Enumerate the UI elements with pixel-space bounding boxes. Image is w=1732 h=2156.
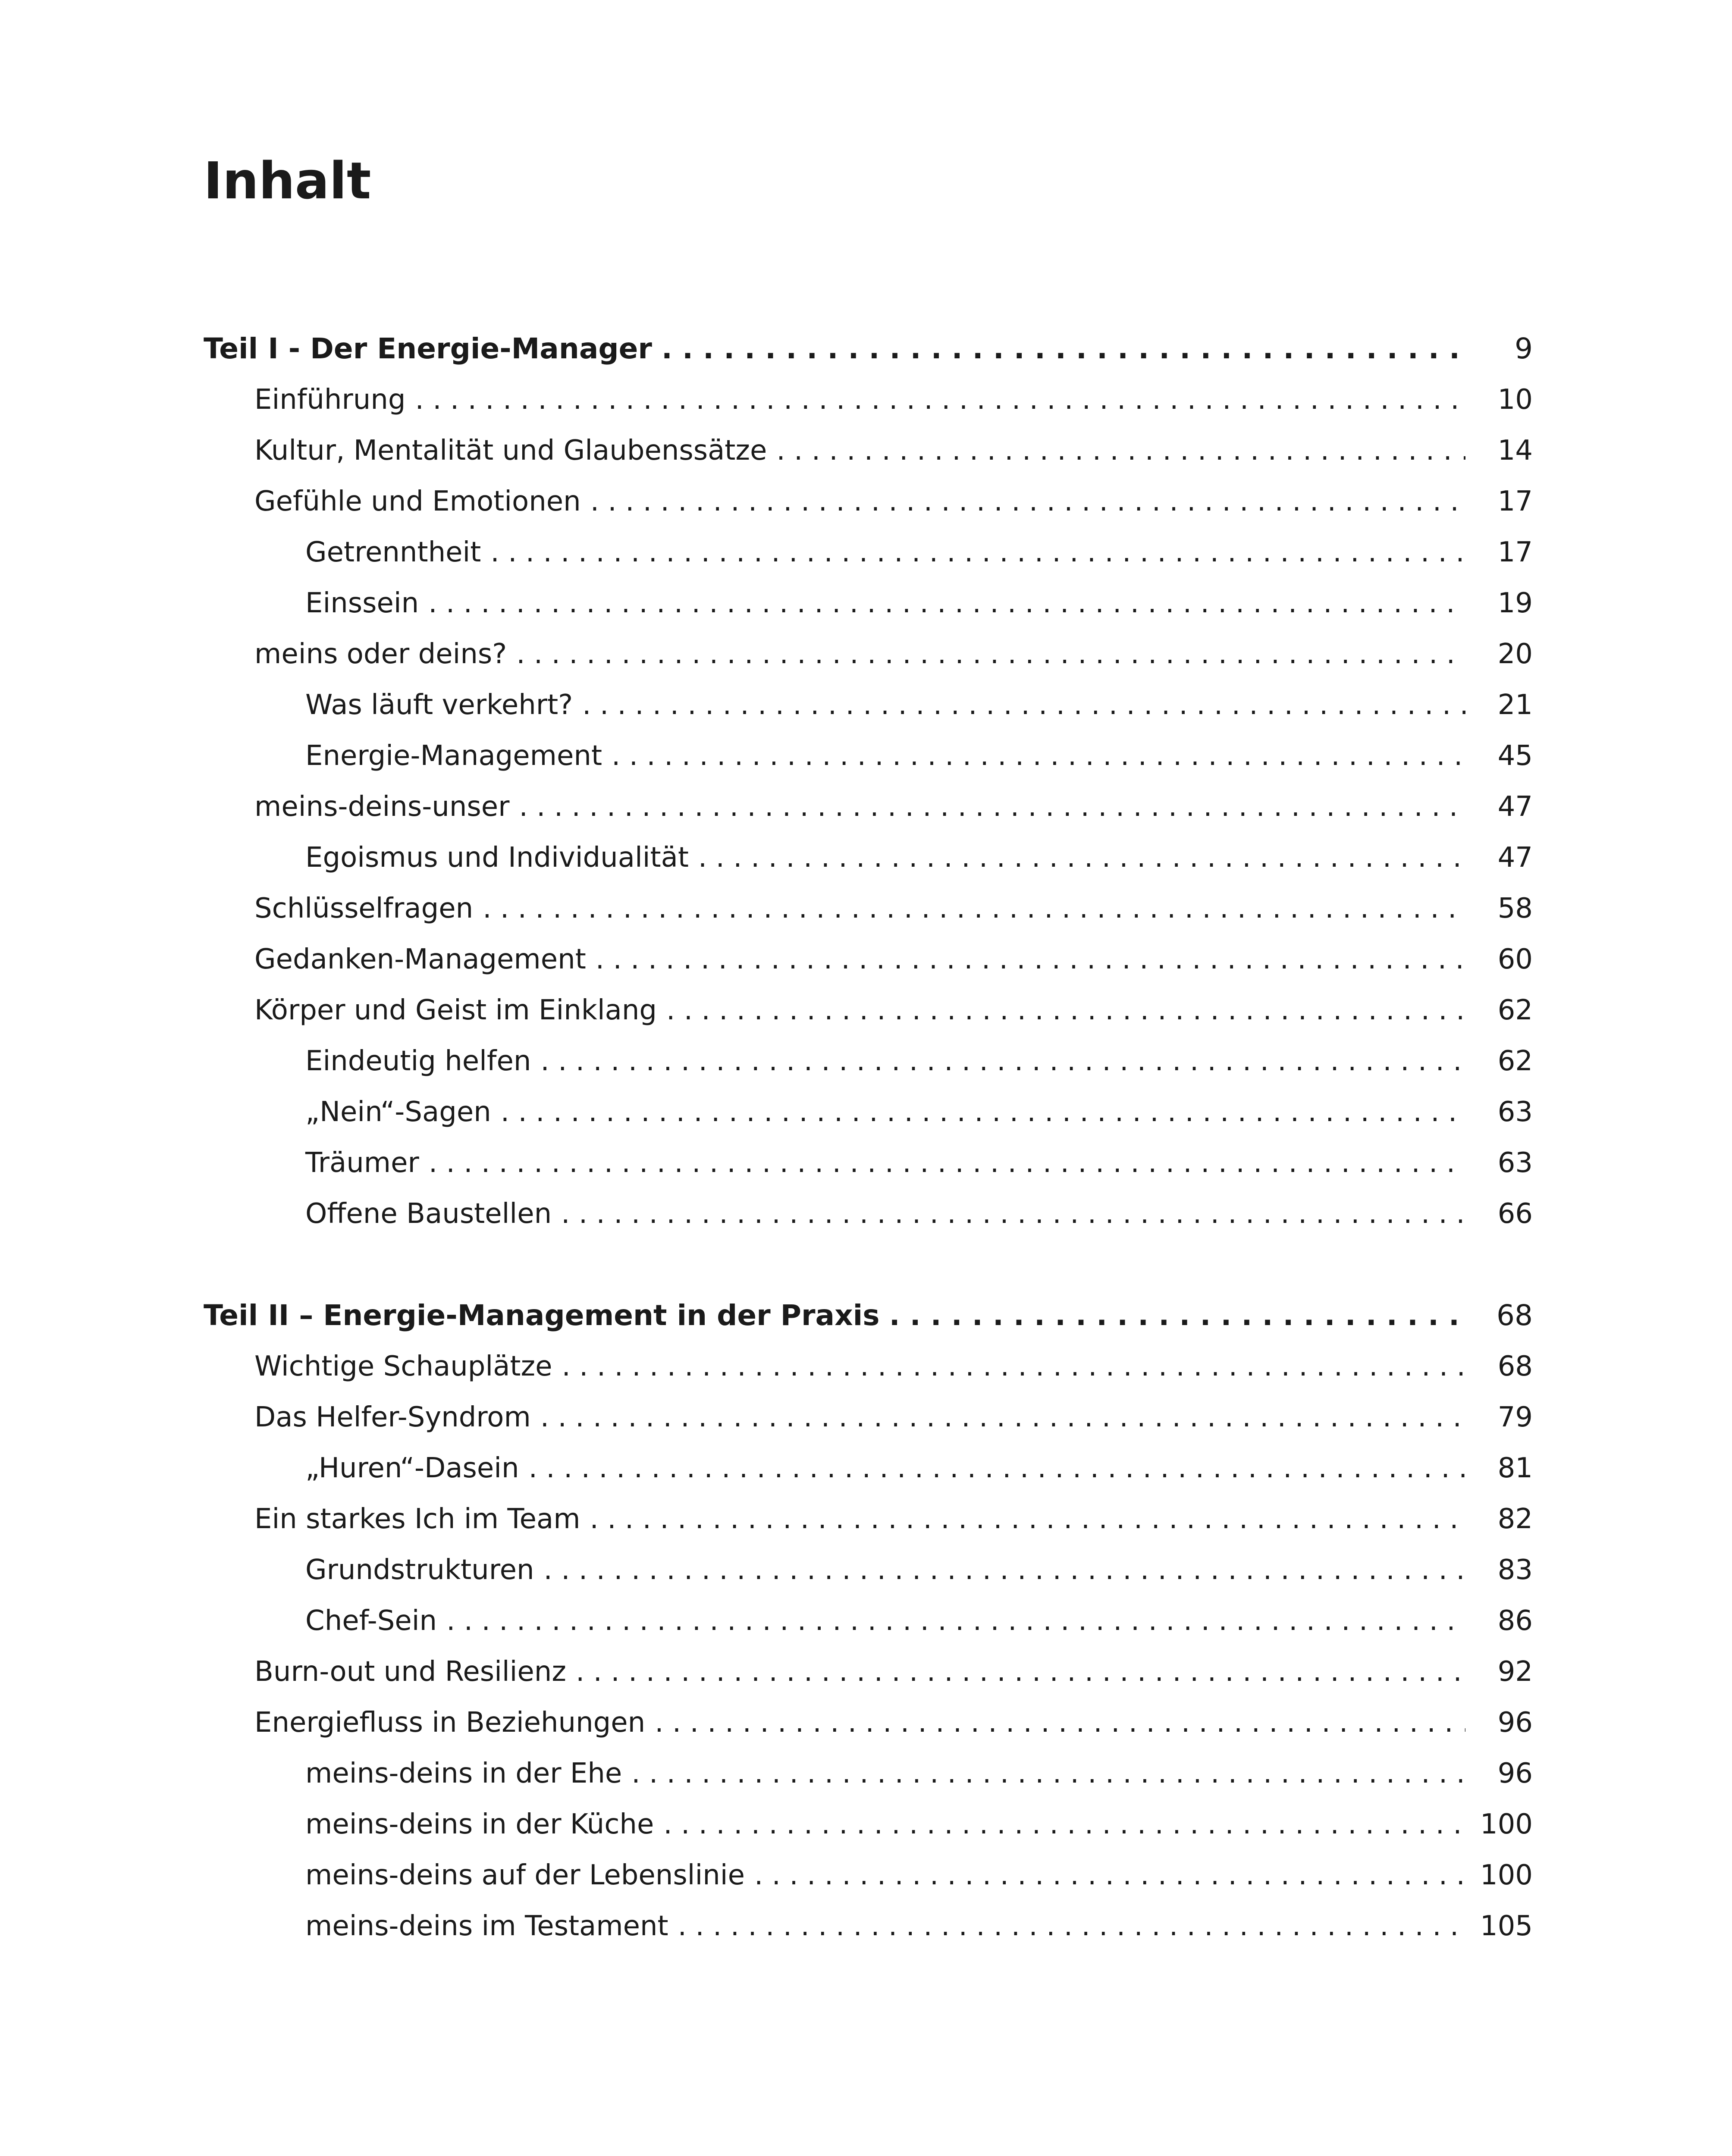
dot-leader xyxy=(655,1697,1465,1748)
toc-entry-label: Grundstrukturen xyxy=(305,1554,534,1586)
toc-chapter[interactable] xyxy=(204,425,1533,476)
toc-subchapter[interactable] xyxy=(204,1188,1533,1239)
toc-page-number: 100 xyxy=(1480,1808,1533,1840)
toc-page-number: 86 xyxy=(1497,1605,1533,1637)
toc-chapter[interactable] xyxy=(204,1392,1533,1443)
dot-leader xyxy=(612,730,1465,781)
toc-chapter[interactable] xyxy=(204,374,1533,425)
toc-page-number: 58 xyxy=(1497,893,1533,924)
dot-leader xyxy=(631,1748,1465,1799)
toc-chapter[interactable] xyxy=(204,934,1533,985)
toc-entry-label: Chef-Sein xyxy=(305,1605,437,1637)
dot-leader xyxy=(544,1545,1465,1595)
dot-leader xyxy=(590,1494,1465,1545)
toc-page-number: 62 xyxy=(1497,994,1533,1026)
toc-page-number: 105 xyxy=(1480,1910,1533,1942)
dot-leader xyxy=(540,1392,1465,1443)
toc-entry-label: Einführung xyxy=(254,384,406,416)
toc-page-number: 68 xyxy=(1497,1299,1533,1332)
toc-entry-label: Kultur, Mentalität und Glaubenssätze xyxy=(254,435,767,467)
toc-subchapter[interactable] xyxy=(204,730,1533,781)
toc-entry-label: meins-deins im Testament xyxy=(305,1910,668,1942)
toc-entry-label: Energie-Management xyxy=(305,740,602,772)
toc-subchapter[interactable] xyxy=(204,1901,1533,1952)
toc-part-heading[interactable] xyxy=(204,1290,1533,1341)
toc-entry-label: meins-deins-unser xyxy=(254,791,510,823)
toc-entry-label: Körper und Geist im Einklang xyxy=(254,994,657,1026)
dot-leader xyxy=(446,1595,1465,1646)
toc-entry-label: meins oder deins? xyxy=(254,638,507,670)
toc-page-number: 62 xyxy=(1497,1045,1533,1077)
dot-leader xyxy=(529,1443,1465,1494)
toc-part xyxy=(204,1290,1533,1952)
toc-subchapter[interactable] xyxy=(204,1443,1533,1494)
toc-chapter[interactable] xyxy=(204,781,1533,832)
toc-page-number: 81 xyxy=(1497,1452,1533,1484)
dot-leader xyxy=(776,425,1465,476)
toc-entry-label: Gedanken-Management xyxy=(254,943,586,975)
dot-leader xyxy=(415,374,1466,425)
toc-entry-label: Das Helfer-Syndrom xyxy=(254,1401,531,1433)
toc-page-number: 14 xyxy=(1497,435,1533,467)
dot-leader xyxy=(678,1901,1465,1952)
dot-leader xyxy=(582,680,1465,730)
toc-subchapter[interactable] xyxy=(204,832,1533,883)
dot-leader xyxy=(698,832,1465,883)
toc-page-number: 63 xyxy=(1497,1096,1533,1128)
toc-entry-label: Gefühle und Emotionen xyxy=(254,486,581,517)
toc-chapter[interactable] xyxy=(204,1646,1533,1697)
toc-subchapter[interactable] xyxy=(204,527,1533,578)
dot-leader xyxy=(428,578,1465,629)
dot-leader xyxy=(663,1799,1465,1850)
toc-entry-label: „Nein“-Sagen xyxy=(305,1096,491,1128)
toc-page-number: 100 xyxy=(1480,1859,1533,1891)
toc-page-number: 92 xyxy=(1497,1656,1533,1688)
page-title: Inhalt xyxy=(204,151,371,210)
dot-leader xyxy=(561,1188,1465,1239)
toc-subchapter[interactable] xyxy=(204,1595,1533,1646)
table-of-contents xyxy=(204,323,1533,1952)
toc-subchapter[interactable] xyxy=(204,1545,1533,1595)
toc-subchapter[interactable] xyxy=(204,1799,1533,1850)
dot-leader xyxy=(519,781,1465,832)
toc-chapter[interactable] xyxy=(204,476,1533,527)
dot-leader xyxy=(666,985,1465,1036)
toc-entry-label: Teil I - Der Energie-Manager xyxy=(204,332,652,365)
toc-entry-label: Teil II – Energie-Management in der Praxis xyxy=(204,1299,880,1332)
dot-leader xyxy=(590,476,1465,527)
dot-leader xyxy=(490,527,1465,578)
dot-leader xyxy=(562,1341,1465,1392)
toc-subchapter[interactable] xyxy=(204,680,1533,730)
toc-entry-label: Egoismus und Individualität xyxy=(305,842,689,874)
toc-chapter[interactable] xyxy=(204,1697,1533,1748)
dot-leader xyxy=(576,1646,1465,1697)
dot-leader xyxy=(516,629,1465,680)
toc-page-number: 96 xyxy=(1497,1707,1533,1739)
toc-page-number: 17 xyxy=(1497,536,1533,568)
toc-chapter[interactable] xyxy=(204,1341,1533,1392)
toc-page-number: 45 xyxy=(1497,740,1533,772)
toc-page-number: 96 xyxy=(1497,1758,1533,1789)
dot-leader xyxy=(662,323,1465,374)
toc-page-number: 79 xyxy=(1497,1401,1533,1433)
dot-leader xyxy=(540,1036,1465,1087)
toc-subchapter[interactable] xyxy=(204,578,1533,629)
toc-page-number: 21 xyxy=(1497,689,1533,721)
toc-entry-label: Burn-out und Resilienz xyxy=(254,1656,566,1688)
toc-subchapter[interactable] xyxy=(204,1138,1533,1188)
toc-chapter[interactable] xyxy=(204,629,1533,680)
toc-page-number: 83 xyxy=(1497,1554,1533,1586)
toc-entry-label: Schlüsselfragen xyxy=(254,893,474,924)
toc-entry-label: Energiefluss in Beziehungen xyxy=(254,1707,646,1739)
toc-page-number: 66 xyxy=(1497,1198,1533,1230)
toc-part-heading[interactable] xyxy=(204,323,1533,374)
toc-entry-label: Einssein xyxy=(305,587,419,619)
dot-leader xyxy=(483,883,1465,934)
toc-entry-label: „Huren“-Dasein xyxy=(305,1452,519,1484)
toc-page-number: 20 xyxy=(1497,638,1533,670)
toc-chapter[interactable] xyxy=(204,883,1533,934)
toc-page-number: 63 xyxy=(1497,1147,1533,1179)
toc-page-number: 17 xyxy=(1497,486,1533,517)
toc-entry-label: Eindeutig helfen xyxy=(305,1045,531,1077)
toc-entry-label: meins-deins in der Küche xyxy=(305,1808,654,1840)
dot-leader xyxy=(754,1850,1465,1901)
toc-entry-label: Träumer xyxy=(305,1147,419,1179)
toc-entry-label: Offene Baustellen xyxy=(305,1198,552,1230)
toc-entry-label: Was läuft verkehrt? xyxy=(305,689,573,721)
toc-page-number: 19 xyxy=(1497,587,1533,619)
dot-leader xyxy=(889,1290,1465,1341)
dot-leader xyxy=(596,934,1465,985)
toc-chapter[interactable] xyxy=(204,1494,1533,1545)
toc-page-number: 68 xyxy=(1497,1351,1533,1382)
toc-page-number: 10 xyxy=(1497,384,1533,416)
toc-entry-label: meins-deins in der Ehe xyxy=(305,1758,622,1789)
dot-leader xyxy=(429,1138,1465,1188)
toc-entry-label: Ein starkes Ich im Team xyxy=(254,1503,580,1535)
toc-subchapter[interactable] xyxy=(204,1748,1533,1799)
toc-part xyxy=(204,323,1533,1239)
toc-page-number: 47 xyxy=(1497,791,1533,823)
toc-subchapter[interactable] xyxy=(204,1087,1533,1138)
toc-page-number: 82 xyxy=(1497,1503,1533,1535)
toc-entry-label: Wichtige Schauplätze xyxy=(254,1351,552,1382)
toc-page-number: 60 xyxy=(1497,943,1533,975)
toc-chapter[interactable] xyxy=(204,985,1533,1036)
toc-subchapter[interactable] xyxy=(204,1850,1533,1901)
toc-subchapter[interactable] xyxy=(204,1036,1533,1087)
toc-entry-label: meins-deins auf der Lebenslinie xyxy=(305,1859,745,1891)
toc-page-number: 9 xyxy=(1515,332,1533,365)
toc-page-number: 47 xyxy=(1497,842,1533,874)
dot-leader xyxy=(501,1087,1465,1138)
toc-entry-label: Getrenntheit xyxy=(305,536,481,568)
